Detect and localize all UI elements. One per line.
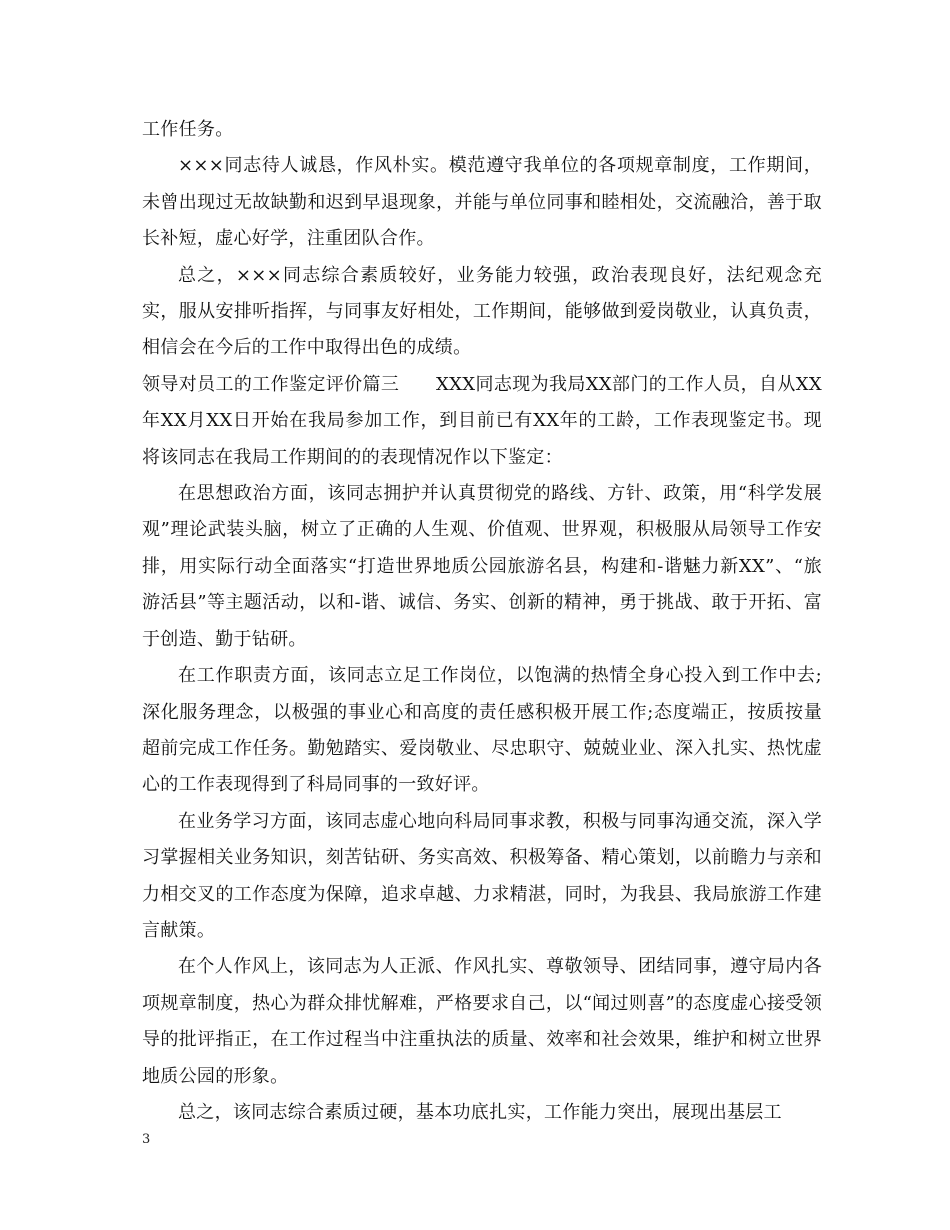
document-body — [142, 112, 822, 1131]
paragraph-duties: 在工作职责方面，该同志立足工作岗位，以饱满的热情全身心投入到工作中去;深化服务理念，以极强的事业心和高度的责任感积极开展工作;态度端正，按质按量超前完成工作任务。勤勉踏实、爱岗敬业、尽忠职守、兢兢业业、深入扎实、热忱虚心的工作表现得到了科局同事的一致好评。 — [142, 665, 822, 796]
paragraph-summary-1: 总之，×××同志综合素质较好，业务能力较强，政治表现良好，法纪观念充实，服从安排听指挥，与同事友好相处，工作期间，能够做到爱岗敬业，认真负责，相信会在今后的工作中取得出色的成绩。 — [142, 264, 822, 359]
paragraph-continuation: 工作任务。 — [142, 119, 234, 140]
paragraph-summary-2: 总之，该同志综合素质过硬，基本功底扎实，工作能力突出，展现出基层工 — [178, 1101, 782, 1123]
page-number: 3 — [142, 1132, 151, 1147]
paragraph-study: 在业务学习方面，该同志虚心地向科局同事求教，积极与同事沟通交流，深入学习掌握相关业务知识，刻苦钻研、务实高效、积极筹备、精心策划，以前瞻力与亲和力相交叉的工作态度为保障，追求卓越、力求精湛，同时，为我县、我局旅游工作建言献策。 — [142, 810, 822, 941]
paragraph-political: 在思想政治方面，该同志拥护并认真贯彻党的路线、方针、政策，用“科学发展观”理论武装头脑，树立了正确的人生观、价值观、世界观，积极服从局领导工作安排，用实际行动全面落实“打造世界地质公园旅游名县，构建和-谐魅力新XX”、“旅游活县”等主题活动，以和-谐、诚信、务实、创新的精神，勇于挑战、敢于开拓、富于创造、勤于钻研。 — [142, 483, 822, 650]
paragraph-conduct: ×××同志待人诚恳，作风朴实。模范遵守我单位的各项规章制度，工作期间，未曾出现过无故缺勤和迟到早退现象，并能与单位同事和睦相处，交流融洽，善于取长补短，虚心好学，注重团队合作。 — [142, 155, 822, 250]
paragraph-section-three-heading: 领导对员工的工作鉴定评价篇三 XXX同志现为我局XX部门的工作人员，自从XX年XX月XX日开始在我局参加工作，到目前已有XX年的工龄，工作表现鉴定书。现将该同志在我局工作期间的的表现情况作以下鉴定： — [142, 373, 822, 468]
paragraph-personal-style: 在个人作风上，该同志为人正派、作风扎实、尊敬领导、团结同事，遵守局内各项规章制度，热心为群众排忧解难，严格要求自己，以“闻过则喜”的态度虚心接受领导的批评指正，在工作过程当中注重执法的质量、效率和社会效果，维护和树立世界地质公园的形象。 — [142, 956, 822, 1087]
